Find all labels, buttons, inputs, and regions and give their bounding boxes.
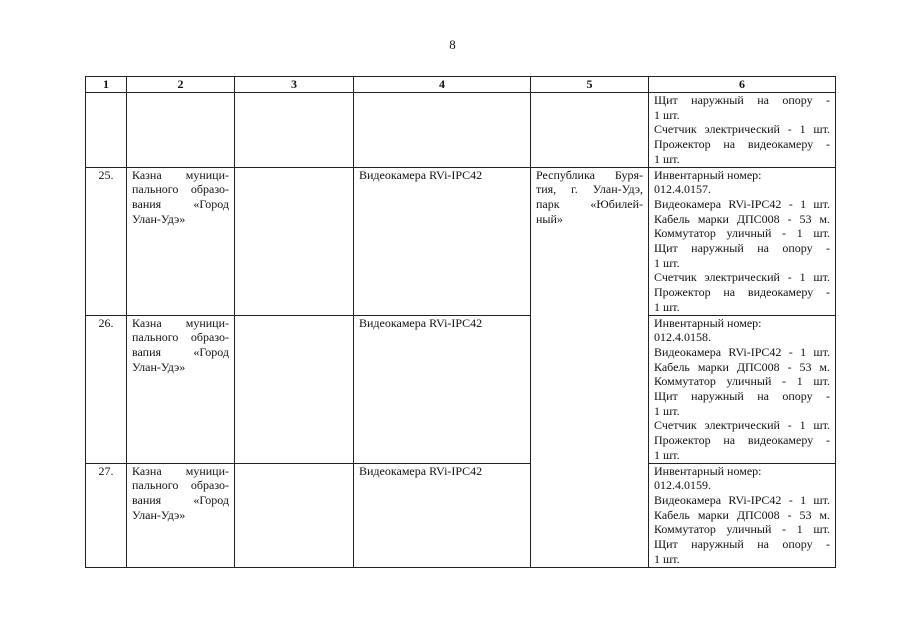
cell-text-line: Инвентарный номер:: [654, 463, 762, 478]
cell-text-line: вания «Город: [132, 492, 229, 507]
cell-text-line: 1 шт.: [654, 403, 680, 418]
table-row: [86, 315, 836, 463]
cell-text-line: Улан-Удэ»: [132, 359, 186, 374]
cell-text-line: Инвентарный номер:: [654, 315, 762, 330]
cell-text-line: Счетчик электрический - 1 шт.: [654, 418, 830, 433]
table-row: [86, 463, 836, 567]
cell-name: Видеокамера RVi-IPC42: [354, 167, 531, 315]
cell-text-line: Инвентарный номер:: [654, 167, 762, 182]
cell-text-line: Видеокамера RVi-IPC42 - 1 шт.: [654, 344, 830, 359]
cell-text-line: Улан-Удэ»: [132, 211, 186, 226]
cell-text-line: 1 шт.: [654, 551, 680, 566]
cell-text-line: Щит наружный на опору -: [654, 241, 830, 256]
cell-text-line: вания «Город: [132, 196, 229, 211]
page-number: 8: [449, 37, 456, 52]
cell-num: 26.: [86, 315, 127, 463]
cell-name: [354, 93, 531, 168]
cell-text-line: Республика Буря-: [536, 167, 643, 182]
cell-description: [649, 93, 836, 168]
cell-col3: [235, 463, 354, 567]
cell-text-line: Счетчик электрический - 1 шт.: [654, 122, 830, 137]
cell-text-line: Казна муници-: [132, 167, 229, 182]
cell-owner: [127, 93, 235, 168]
cell-num: 25.: [86, 167, 127, 315]
cell-text-line: Коммутатор уличный - 1 шт.: [654, 522, 830, 537]
cell-num: 27.: [86, 463, 127, 567]
cell-text-line: 1 шт.: [654, 107, 680, 122]
cell-col3: [235, 315, 354, 463]
cell-text-line: Счетчик электрический - 1 шт.: [654, 270, 830, 285]
cell-text-line: пального образо-: [132, 182, 229, 197]
cell-text-line: Щит наружный на опору -: [654, 389, 830, 404]
cell-text-line: Кабель марки ДПС008 - 53 м.: [654, 211, 830, 226]
cell-text-line: 1 шт.: [654, 151, 680, 166]
cell-text-line: вапия «Город: [132, 344, 229, 359]
table-row-continuation: [86, 93, 836, 168]
cell-text-line: Коммутатор уличный - 1 шт.: [654, 374, 830, 389]
column-header-2: 2: [127, 77, 235, 93]
cell-text-line: Казна муници-: [132, 463, 229, 478]
cell-text-line: Щит наружный на опору -: [654, 537, 830, 552]
header-row: [86, 77, 836, 93]
column-header-3: 3: [235, 77, 354, 93]
column-header-1: 1: [86, 77, 127, 93]
column-header-6: 6: [649, 77, 836, 93]
cell-col3: [235, 167, 354, 315]
cell-text-line: 1 шт.: [654, 299, 680, 314]
cell-text-line: пального образо-: [132, 330, 229, 345]
cell-text-line: Коммутатор уличный - 1 шт.: [654, 226, 830, 241]
cell-text-line: Кабель марки ДПС008 - 53 м.: [654, 359, 830, 374]
cell-text-line: Щит наружный на опору -: [654, 93, 830, 107]
cell-address: [531, 167, 649, 567]
cell-text-line: 012.4.0157.: [654, 182, 711, 197]
cell-text-line: Прожектор на видеокамеру -: [654, 433, 830, 448]
cell-text-line: Прожектор на видеокамеру -: [654, 285, 830, 300]
cell-text-line: 1 шт.: [654, 447, 680, 462]
cell-col3: [235, 93, 354, 168]
cell-text-line: Видеокамера RVi-IPC42 - 1 шт.: [654, 196, 830, 211]
cell-description: [649, 315, 836, 463]
cell-text-line: 1 шт.: [654, 255, 680, 270]
cell-description: [649, 463, 836, 567]
cell-text-line: ный»: [536, 211, 563, 226]
cell-text-line: Прожектор на видеокамеру -: [654, 137, 830, 152]
cell-text-line: парк «Юбилей-: [536, 196, 643, 211]
cell-owner: [127, 315, 235, 463]
property-table: [85, 76, 836, 568]
cell-text-line: пального образо-: [132, 478, 229, 493]
cell-address: [531, 93, 649, 168]
cell-text-line: Кабель марки ДПС008 - 53 м.: [654, 507, 830, 522]
cell-text-line: Казна муници-: [132, 315, 229, 330]
cell-name: Видеокамера RVi-IPC42: [354, 463, 531, 567]
cell-text-line: 012.4.0159.: [654, 478, 711, 493]
cell-text-line: тия, г. Улан-Удэ,: [536, 182, 643, 197]
cell-description: [649, 167, 836, 315]
column-header-5: 5: [531, 77, 649, 93]
cell-num: [86, 93, 127, 168]
cell-text-line: 012.4.0158.: [654, 330, 711, 345]
column-header-4: 4: [354, 77, 531, 93]
cell-text-line: Улан-Удэ»: [132, 507, 186, 522]
cell-name: Видеокамера RVi-IPC42: [354, 315, 531, 463]
cell-text-line: Видеокамера RVi-IPC42 - 1 шт.: [654, 492, 830, 507]
table-row: [86, 167, 836, 315]
cell-owner: [127, 167, 235, 315]
cell-owner: [127, 463, 235, 567]
